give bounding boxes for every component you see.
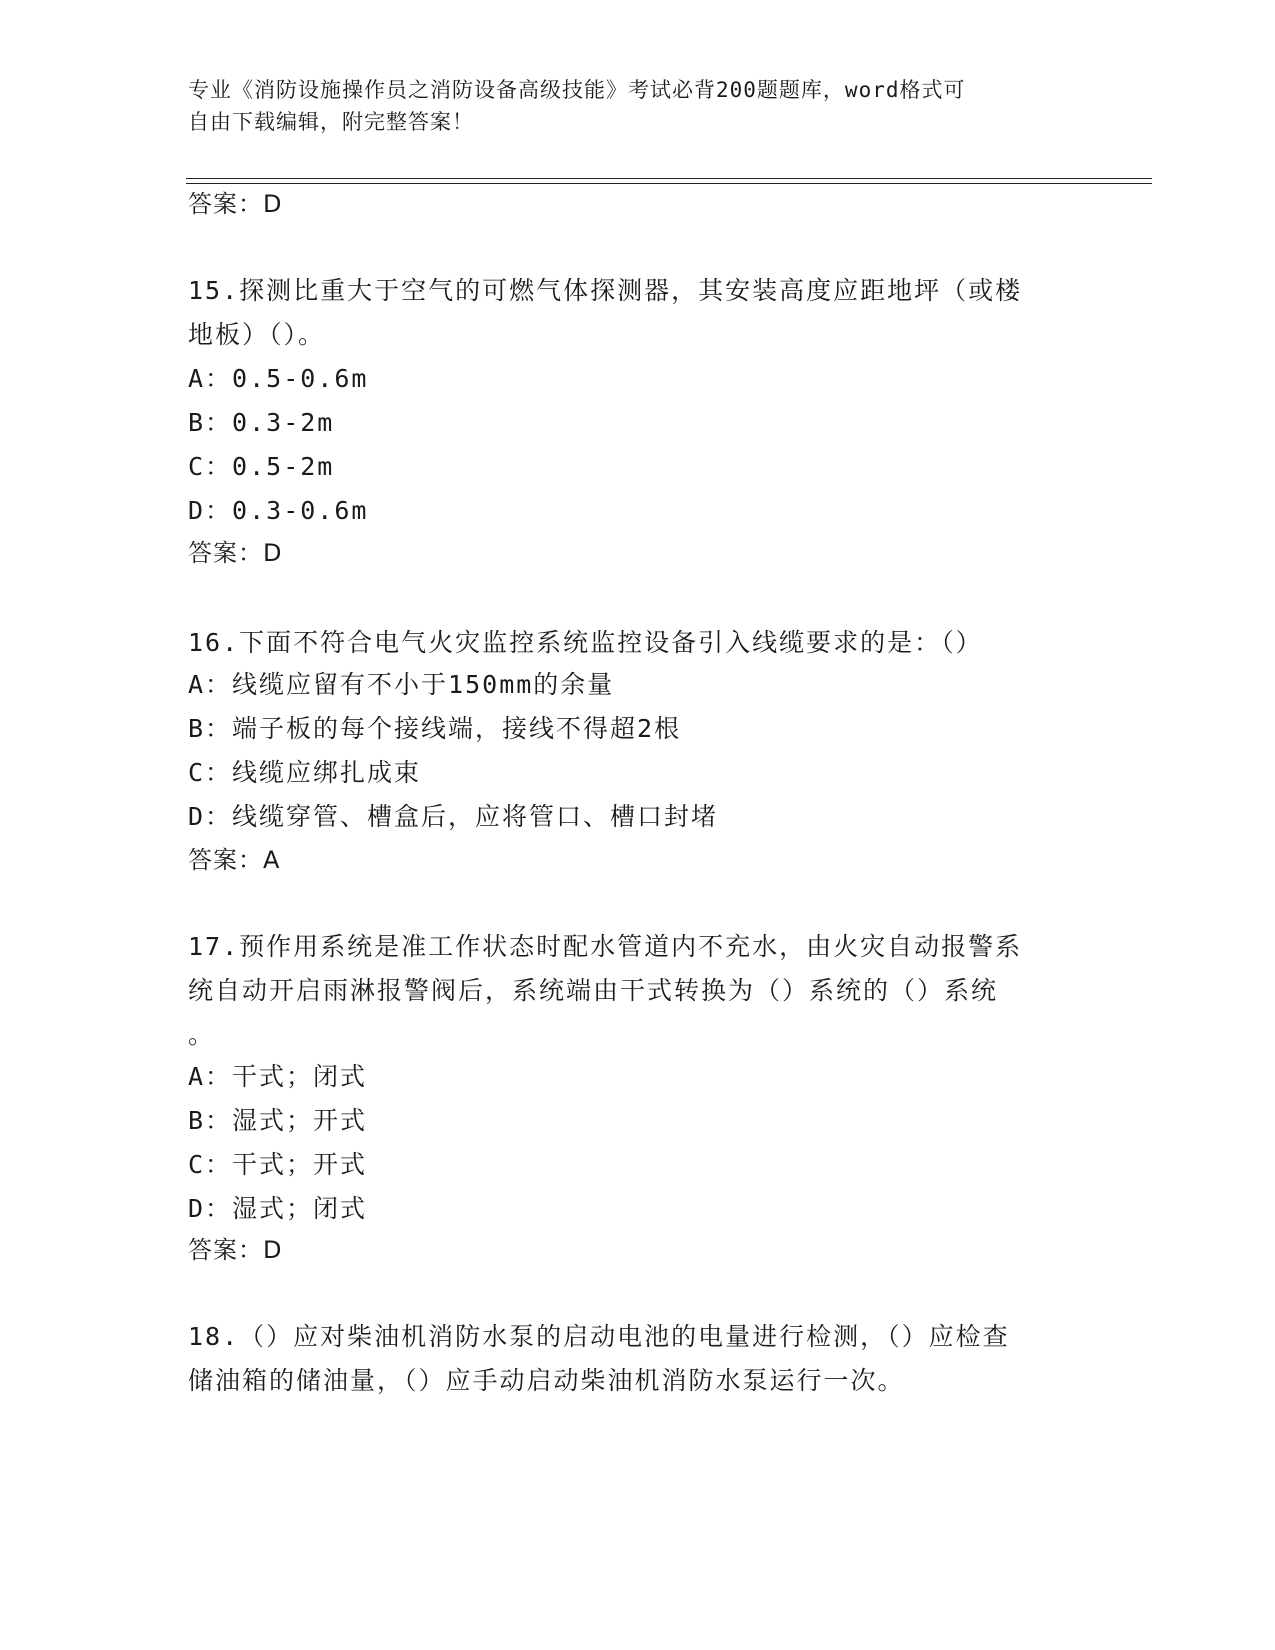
header-divider-bottom	[186, 183, 1152, 184]
question-15-option-a: A：0.5-0.6m	[188, 364, 369, 393]
question-18-line-2: 储油箱的储油量，（）应手动启动柴油机消防水泵运行一次。	[188, 1366, 905, 1395]
header-line-2: 自由下载编辑，附完整答案！	[188, 110, 474, 134]
answer-16: 答案：A	[188, 846, 281, 874]
question-17-option-a: A：干式；闭式	[188, 1062, 368, 1091]
question-17-line-1: 17.预作用系统是准工作状态时配水管道内不充水，由火灾自动报警系	[188, 932, 1023, 961]
question-17-option-b: B：湿式；开式	[188, 1106, 368, 1135]
question-16-option-a: A：线缆应留有不小于150mm的余量	[188, 670, 615, 699]
question-17-line-2: 统自动开启雨淋报警阀后，系统端由干式转换为（）系统的（）系统	[188, 976, 999, 1005]
question-15-line-1: 15.探测比重大于空气的可燃气体探测器，其安装高度应距地坪（或楼	[188, 276, 1023, 305]
question-16-option-d: D：线缆穿管、槽盒后，应将管口、槽口封堵	[188, 802, 719, 831]
question-15-line-2: 地板）（）。	[188, 320, 326, 349]
answer-17: 答案：D	[188, 1236, 283, 1264]
question-15-option-b: B：0.3-2m	[188, 408, 335, 437]
question-15-option-d: D：0.3-0.6m	[188, 496, 369, 525]
question-15-option-c: C：0.5-2m	[188, 452, 335, 481]
answer-15: 答案：D	[188, 539, 283, 567]
document-header	[188, 74, 1068, 138]
question-17-option-d: D：湿式；闭式	[188, 1194, 368, 1223]
question-16-option-c: C：线缆应绑扎成束	[188, 758, 422, 787]
answer-14: 答案：D	[188, 190, 283, 218]
header-divider-top	[186, 178, 1152, 179]
question-16-option-b: B：端子板的每个接线端，接线不得超2根	[188, 714, 682, 743]
question-17-option-c: C：干式；开式	[188, 1150, 368, 1179]
header-line-1: 专业《消防设施操作员之消防设备高级技能》考试必背200题题库，word格式可	[188, 78, 966, 102]
question-16-line-1: 16.下面不符合电气火灾监控系统监控设备引入线缆要求的是：（）	[188, 628, 983, 657]
question-18-line-1: 18.（）应对柴油机消防水泵的启动电池的电量进行检测，（）应检查	[188, 1322, 1010, 1351]
question-17-line-3: 。	[188, 1020, 216, 1049]
